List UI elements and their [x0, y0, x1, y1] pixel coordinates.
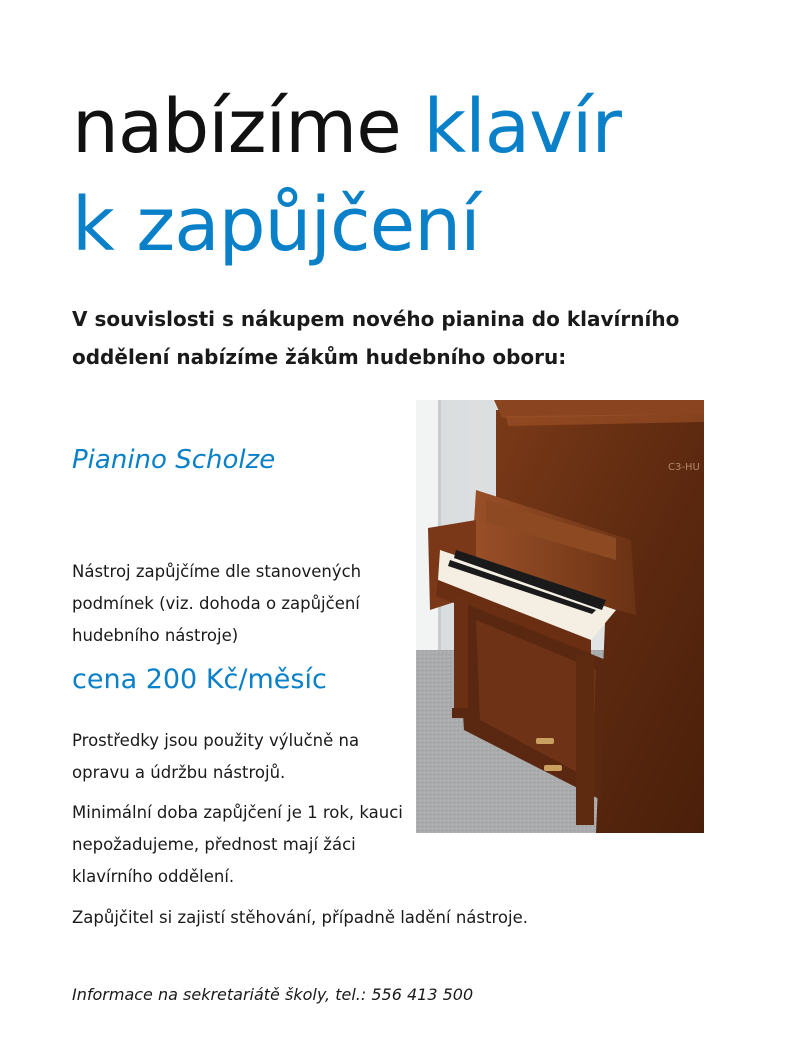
- note-funds: Prostředky jsou použity výlučně na opravu a údržbu nástrojů.: [72, 731, 360, 782]
- piano-photo: [416, 400, 704, 833]
- note-moving: Zapůjčitel si zajistí stěhování, případně ladění nástroje.: [72, 908, 528, 927]
- price: cena 200 Kč/měsíc: [72, 664, 327, 695]
- product-name: Pianino Scholze: [72, 445, 276, 475]
- headline: [72, 78, 621, 274]
- rental-terms: Nástroj zapůjčíme dle stanovených podmínek (viz. dohoda o zapůjčení hudebního nástroje): [72, 562, 362, 645]
- svg-text:C3-HU: C3-HU: [668, 462, 700, 473]
- note-duration: Minimální doba zapůjčení je 1 rok, kauci nepožadujeme, přednost mají žáci klavírního oddělení.: [72, 803, 403, 886]
- headline-word-nabizime: nabízíme: [72, 84, 401, 170]
- intro-text: V souvislosti s nákupem nového pianina do klavírního oddělení nabízíme žákům hudebního oboru:: [72, 307, 680, 369]
- contact-info: Informace na sekretariátě školy, tel.: 556 413 500: [72, 985, 474, 1004]
- headline-line-zapujceni: k zapůjčení: [72, 182, 480, 268]
- headline-word-klavir: klavír: [423, 84, 621, 170]
